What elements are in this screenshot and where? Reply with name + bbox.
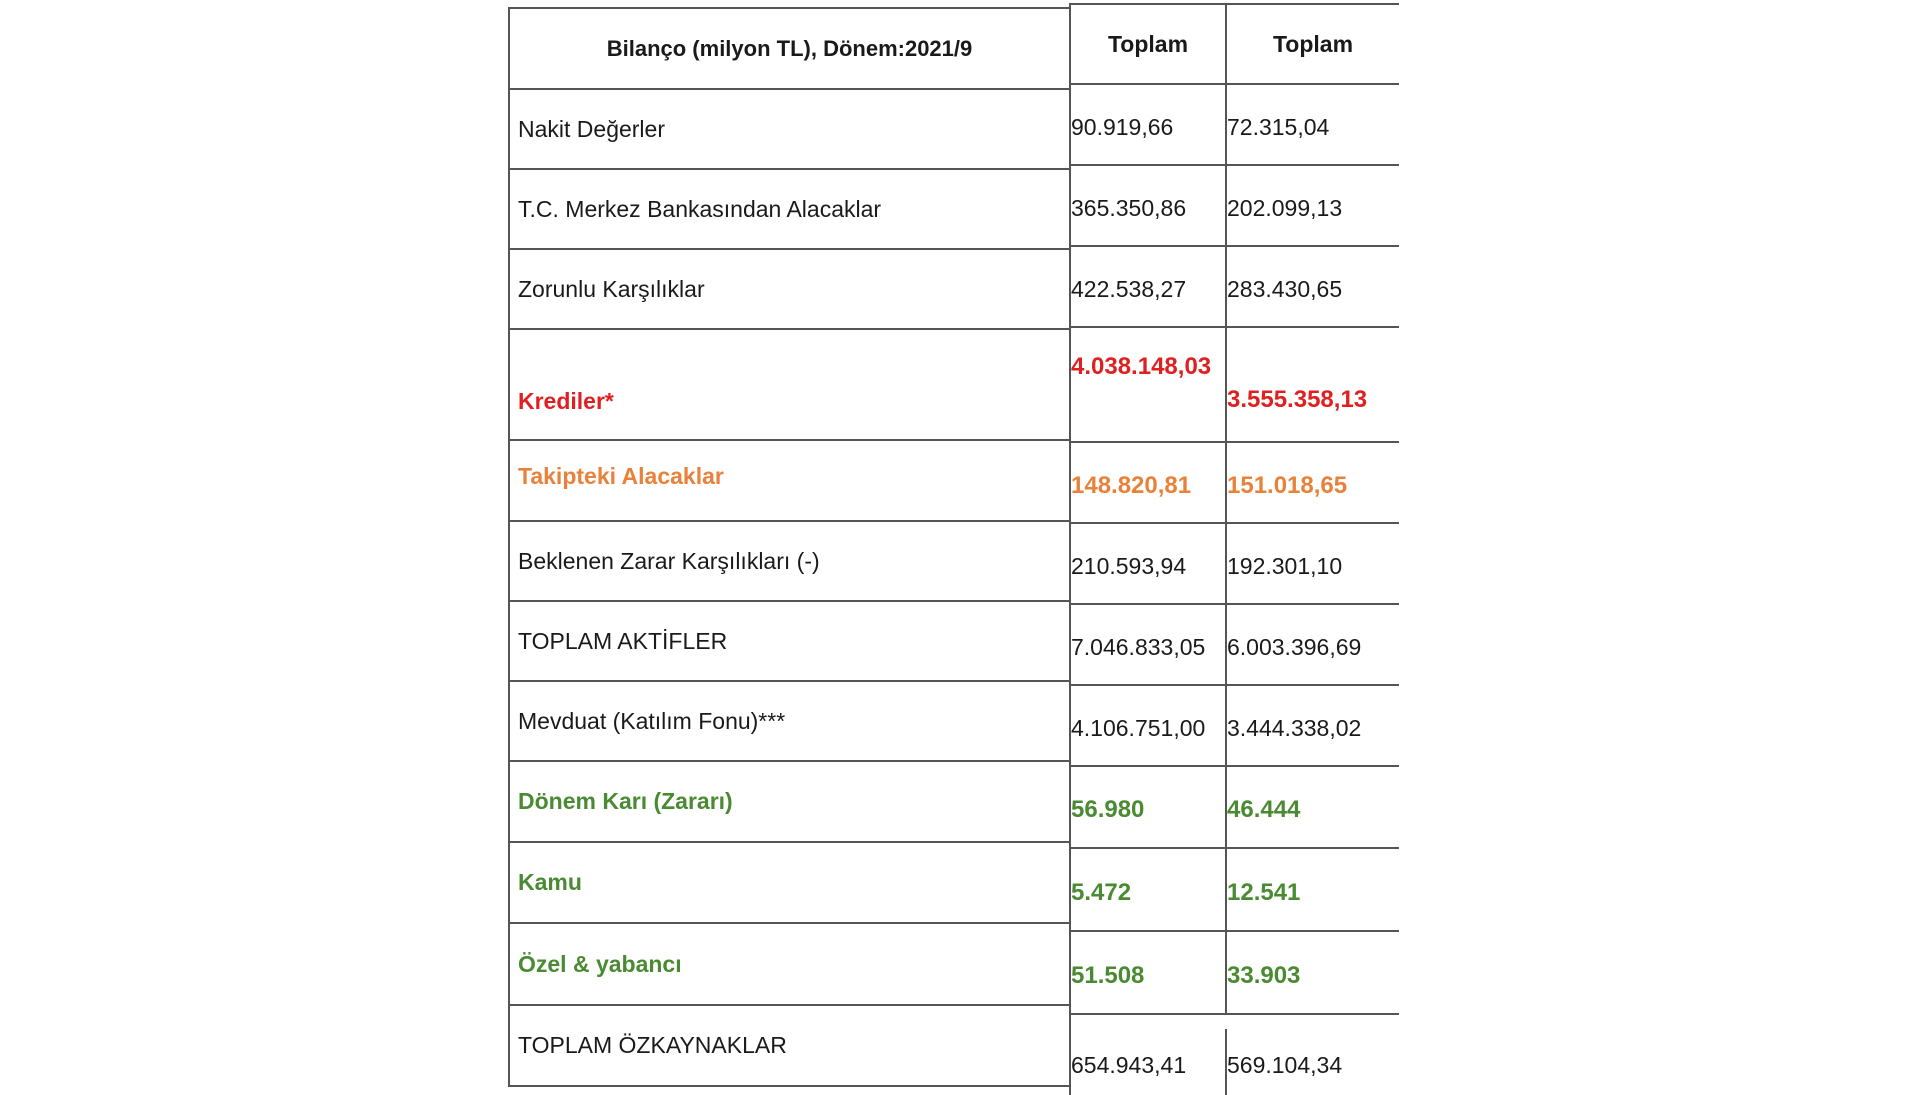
row-label: TOPLAM AKTİFLER xyxy=(518,627,728,654)
value-cell: 365.350,86 xyxy=(1069,166,1227,245)
table-row-label xyxy=(510,762,1069,843)
table-row xyxy=(1069,524,1399,605)
value-cell: 7.046.833,05 xyxy=(1069,605,1227,684)
value-cell: 33.903 xyxy=(1227,961,1301,989)
table-row xyxy=(1069,849,1399,932)
value-cell: 422.538,27 xyxy=(1069,247,1227,326)
value-cell: 51.508 xyxy=(1069,932,1227,1013)
table-row xyxy=(1069,767,1399,849)
row-label: Kamu xyxy=(518,869,582,895)
balance-sheet-labels-table xyxy=(508,7,1071,1087)
table-row-label xyxy=(510,682,1069,762)
value-cell: 569.104,34 xyxy=(1227,1051,1343,1078)
table-row xyxy=(1069,1015,1399,1095)
table-row-label xyxy=(510,522,1069,602)
value-cell: 283.430,65 xyxy=(1227,276,1343,302)
table-row-label xyxy=(510,90,1069,170)
column-header: Toplam xyxy=(1069,5,1227,83)
value-cell: 90.919,66 xyxy=(1069,85,1227,164)
value-cell: 46.444 xyxy=(1227,796,1301,823)
row-label: Beklenen Zarar Karşılıkları (-) xyxy=(518,547,820,574)
table-row-label xyxy=(510,924,1069,1006)
table-row xyxy=(1069,166,1399,247)
row-label: Krediler* xyxy=(518,388,614,414)
value-cell: 6.003.396,69 xyxy=(1227,634,1362,660)
row-label: Dönem Karı (Zararı) xyxy=(518,788,733,814)
value-cell: 56.980 xyxy=(1069,767,1227,847)
table-row xyxy=(1069,247,1399,328)
row-label: TOPLAM ÖZKAYNAKLAR xyxy=(518,1032,787,1058)
value-cell: 5.472 xyxy=(1069,849,1227,930)
table-row xyxy=(1069,605,1399,686)
table-row-label xyxy=(510,330,1069,441)
value-cell: 3.555.358,13 xyxy=(1227,385,1368,413)
row-label: Nakit Değerler xyxy=(518,115,665,142)
table-row-label xyxy=(510,1006,1069,1087)
value-cell: 3.444.338,02 xyxy=(1227,715,1362,741)
table-row-label xyxy=(510,250,1069,330)
values-header xyxy=(1069,3,1399,85)
table-row-label xyxy=(510,170,1069,250)
table-row xyxy=(1069,686,1399,767)
table-row xyxy=(1069,85,1399,166)
table-row-label xyxy=(510,843,1069,924)
value-cell: 148.820,81 xyxy=(1069,443,1227,522)
value-cell: 4.106.751,00 xyxy=(1069,686,1227,765)
value-cell: 72.315,04 xyxy=(1227,114,1330,140)
row-label: Zorunlu Karşılıklar xyxy=(518,275,705,302)
value-cell: 210.593,94 xyxy=(1069,524,1227,603)
value-cell: 654.943,41 xyxy=(1069,1029,1227,1095)
row-label: Takipteki Alacaklar xyxy=(518,463,724,489)
table-row-label xyxy=(510,602,1069,682)
value-cell: 151.018,65 xyxy=(1227,471,1348,499)
table-row xyxy=(1069,443,1399,524)
value-cell: 202.099,13 xyxy=(1227,195,1343,221)
table-row-label xyxy=(510,441,1069,522)
row-label: Özel & yabancı xyxy=(518,950,682,977)
value-cell: 4.038.148,03 xyxy=(1069,328,1227,441)
value-cell: 12.541 xyxy=(1227,878,1301,906)
column-header: Toplam xyxy=(1272,30,1354,57)
balance-sheet-values-table xyxy=(1069,3,1399,1095)
row-label: Mevduat (Katılım Fonu)*** xyxy=(518,707,786,734)
row-label: T.C. Merkez Bankasından Alacaklar xyxy=(518,195,882,222)
value-cell: 192.301,10 xyxy=(1227,553,1343,579)
table-row xyxy=(1069,932,1399,1015)
table-title: Bilanço (milyon TL), Dönem:2021/9 xyxy=(510,7,1069,90)
table-row xyxy=(1069,328,1399,443)
